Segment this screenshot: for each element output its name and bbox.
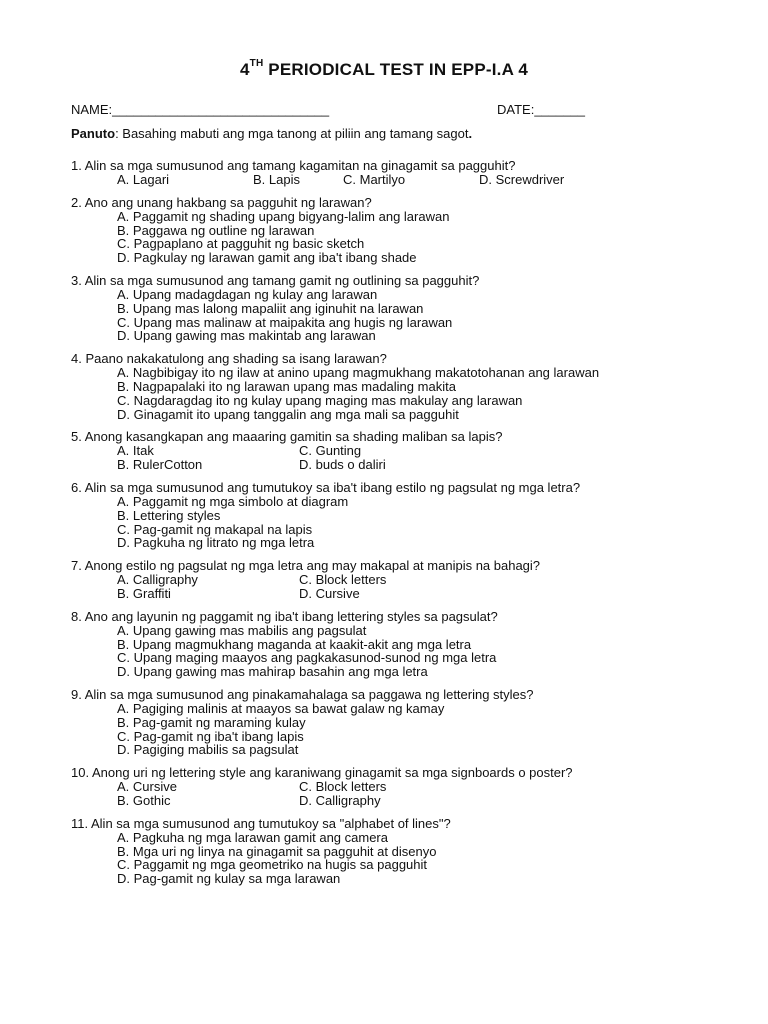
choice: C. Pag-gamit ng iba't ibang lapis bbox=[117, 728, 304, 744]
question-text: 5. Anong kasangkapan ang maaaring gamitin sa shading maliban sa lapis? bbox=[71, 429, 503, 445]
choice: C. Nagdaragdag ito ng kulay upang maging mas makulay ang larawan bbox=[117, 392, 523, 408]
choice: A. Pagkuha ng mga larawan gamit ang camera bbox=[117, 829, 388, 845]
instructions bbox=[71, 126, 472, 141]
question-item bbox=[71, 817, 751, 886]
choice-grid bbox=[117, 780, 751, 808]
question-text: 11. Alin sa mga sumusunod ang tumutukoy sa "alphabet of lines"? bbox=[71, 815, 451, 831]
question-text: 6. Alin sa mga sumusunod ang tumutukoy sa iba't ibang estilo ng pagsulat ng mga letra? bbox=[71, 479, 581, 495]
choice: A. Calligraphy bbox=[117, 572, 198, 588]
choice: A. Nagbibigay ito ng ilaw at anino upang magmukhang makatotohanan ang larawan bbox=[117, 365, 600, 381]
question-text: 3. Alin sa mga sumusunod ang tamang gamit ng outlining sa pagguhit? bbox=[71, 272, 480, 288]
question-text: 8. Ano ang layunin ng paggamit ng iba't ibang lettering styles sa pagsulat? bbox=[71, 608, 498, 624]
choice: C. Pagpaplano at pagguhit ng basic sketch bbox=[117, 236, 365, 252]
choice: B. RulerCotton bbox=[117, 457, 203, 473]
choice: C. Martilyo bbox=[343, 172, 406, 187]
choice: B. Pag-gamit ng maraming kulay bbox=[117, 714, 306, 730]
choice: B. Graffiti bbox=[117, 585, 171, 601]
question-list bbox=[71, 159, 751, 895]
question-text: 7. Anong estilo ng pagsulat ng mga letra ang may makapal at manipis na bahagi? bbox=[71, 558, 541, 574]
question-item bbox=[71, 352, 751, 421]
choice: D. Cursive bbox=[299, 585, 360, 601]
question-item bbox=[71, 688, 751, 757]
choice: B. Gothic bbox=[117, 792, 171, 808]
question-item bbox=[71, 559, 751, 601]
choice: B. Paggawa ng outline ng larawan bbox=[117, 222, 315, 238]
instructions-label: Panuto bbox=[71, 126, 116, 141]
choice: A. Pagiging malinis at maayos sa bawat galaw ng kamay bbox=[117, 700, 445, 716]
choice-grid bbox=[117, 444, 751, 472]
choice: C. Pag-gamit ng makapal na lapis bbox=[117, 521, 313, 537]
question-text: 4. Paano nakakatulong ang shading sa isang larawan? bbox=[71, 351, 387, 367]
title-text: PERIODICAL TEST IN EPP-I.A 4 bbox=[263, 60, 528, 79]
title-number: 4 bbox=[239, 60, 250, 79]
choice: C. Upang maging maayos ang pagkakasunod-sunod ng mga letra bbox=[117, 650, 497, 666]
choice: B. Lapis bbox=[253, 172, 300, 187]
question-text: 10. Anong uri ng lettering style ang karaniwang ginagamit sa mga signboards o poster? bbox=[71, 765, 573, 781]
question-text: 1. Alin sa mga sumusunod ang tamang kagamitan na ginagamit sa pagguhit? bbox=[71, 158, 516, 173]
choice: D. Ginagamit ito upang tanggalin ang mga mali sa pagguhit bbox=[117, 406, 459, 422]
choice: D. Pagkulay ng larawan gamit ang iba't ibang shade bbox=[117, 250, 417, 266]
choice: D. Calligraphy bbox=[299, 792, 381, 808]
choice-row bbox=[117, 173, 751, 187]
choice: C. Paggamit ng mga geometriko na hugis sa pagguhit bbox=[117, 857, 428, 873]
question-item bbox=[71, 481, 751, 550]
choice: C. Gunting bbox=[299, 443, 362, 459]
choice: D. Pag-gamit ng kulay sa mga larawan bbox=[117, 871, 341, 887]
date-field: DATE:_______ bbox=[497, 102, 585, 117]
choice: A. Paggamit ng shading upang bigyang-lalim ang larawan bbox=[117, 208, 450, 224]
question-item bbox=[71, 159, 751, 187]
choice: B. Lettering styles bbox=[117, 507, 221, 523]
choice: D. Upang gawing mas mahirap basahin ang mga letra bbox=[117, 664, 428, 680]
choice: B. Nagpapalaki ito ng larawan upang mas madaling makita bbox=[117, 378, 456, 394]
instructions-text: : Basahing mabuti ang mga tanong at piliin ang tamang sagot bbox=[115, 126, 469, 141]
choice: B. Mga uri ng linya na ginagamit sa pagguhit at disenyo bbox=[117, 843, 437, 859]
choice: B. Upang magmukhang maganda at kaakit-akit ang mga letra bbox=[117, 636, 472, 652]
choice: D. buds o daliri bbox=[299, 457, 386, 473]
title-superscript: TH bbox=[249, 58, 264, 69]
choice: A. Upang madagdagan ng kulay ang larawan bbox=[117, 286, 378, 302]
choice: B. Upang mas lalong mapaliit ang iginuhit na larawan bbox=[117, 300, 424, 316]
name-field: NAME:______________________________ bbox=[71, 102, 330, 117]
page-title bbox=[0, 60, 768, 80]
choice: D. Pagkuha ng litrato ng mga letra bbox=[117, 535, 315, 551]
question-item bbox=[71, 274, 751, 343]
choice: A. Lagari bbox=[117, 172, 170, 187]
choice-grid bbox=[117, 573, 751, 601]
question-item bbox=[71, 196, 751, 265]
choice: C. Block letters bbox=[299, 779, 387, 795]
choice: A. Cursive bbox=[117, 779, 177, 795]
question-text: 9. Alin sa mga sumusunod ang pinakamahalaga sa paggawa ng lettering styles? bbox=[71, 686, 534, 702]
choice: C. Upang mas malinaw at maipakita ang hugis ng larawan bbox=[117, 314, 453, 330]
choice: C. Block letters bbox=[299, 572, 387, 588]
instructions-period: . bbox=[468, 126, 473, 141]
choice: D. Screwdriver bbox=[479, 172, 565, 187]
question-item bbox=[71, 430, 751, 472]
choice: A. Upang gawing mas mabilis ang pagsulat bbox=[117, 622, 367, 638]
question-text: 2. Ano ang unang hakbang sa pagguhit ng larawan? bbox=[71, 194, 372, 210]
question-item bbox=[71, 766, 751, 808]
choice: D. Upang gawing mas makintab ang larawan bbox=[117, 328, 376, 344]
choice: D. Pagiging mabilis sa pagsulat bbox=[117, 742, 299, 758]
question-item bbox=[71, 610, 751, 679]
choice: A. Paggamit ng mga simbolo at diagram bbox=[117, 493, 349, 509]
choice: A. Itak bbox=[117, 443, 154, 459]
